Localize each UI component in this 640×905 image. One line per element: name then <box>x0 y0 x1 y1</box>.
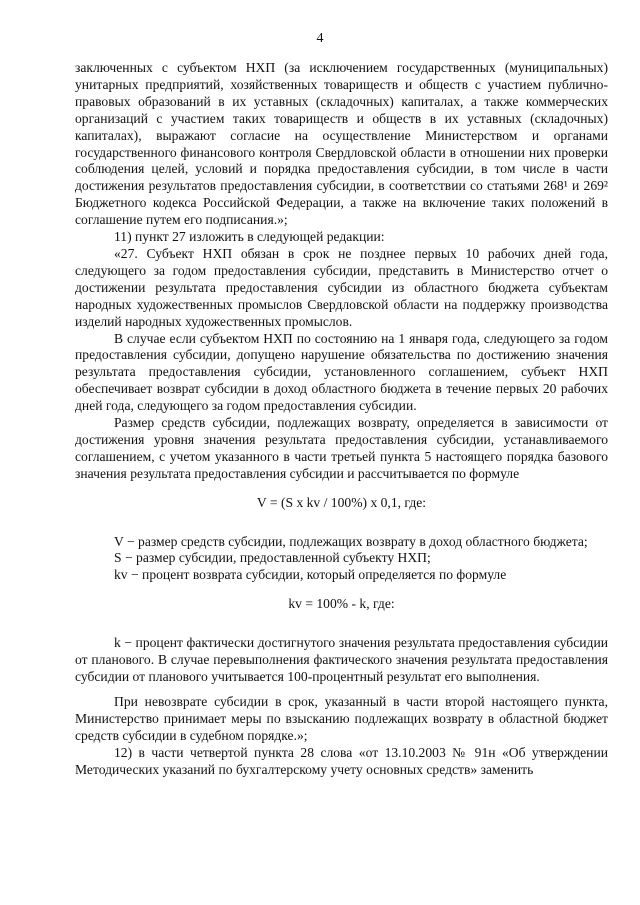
page-number: 4 <box>316 31 324 46</box>
paragraph-item-12: 12) в части четвертой пункта 28 слова «от 13.10.2003 № 91н «Об утверждении Методических указаний по бухгалтерскому учету основных средств» заменить <box>75 744 608 777</box>
document-body <box>75 60 608 778</box>
paragraph-refund-amount: Размер средств субсидии, подлежащих возврату, определяется в зависимости от достижения уровня значения результата предоставления субсидии, устанавливаемого соглашением, с учетом указанного в части третьей пункта 5 настоящего порядка базового значения результата предоставления субсидии и рассчитывается по формуле <box>75 415 608 481</box>
paragraph-non-return: При невозврате субсидии в срок, указанный в части второй настоящего пункта, Министерство принимает меры по взысканию подлежащих возврату в областной бюджет средств субсидии в судебном порядке.»; <box>75 693 608 743</box>
paragraph-item-11: 11) пункт 27 изложить в следующей редакции: <box>114 229 385 245</box>
formula-v: V = (S x kv / 100%) x 0,1, где: <box>256 494 427 510</box>
definition-k: k − процент фактически достигнутого значения результата предоставления субсидии от планового. В случае перевыполнения фактического значения результата предоставления субсидии от планового учитывается 100-процентный результат его выполнения. <box>75 635 608 684</box>
definition-s: S − размер субсидии, предоставленной субъекту НХП; <box>114 550 431 566</box>
definition-v: V − размер средств субсидии, подлежащих возврату в доход областного бюджета; <box>114 533 588 549</box>
paragraph-continuation: заключенных с субъектом НХП (за исключением государственных (муниципальных) унитарных предприятий, хозяйственных товариществ и обществ с участием публично-правовых образований в их уставных (складочных) капиталах, а также коммерческих организаций с участием таких товариществ и обществ в их уставных (складочных) капиталах), выражают согласие на осуществление Министерством и органами государственного финансового контроля Свердловской области в отношении них проверки соблюдения целей, условий и порядка предоставления субсидии, в том числе в части достижения результатов предоставления субсидии, в соответствии со статьями 268¹ и 269² Бюджетного кодекса Российской Федерации, а также на включение таких положений в соглашение путем его подписания.»; <box>75 60 608 228</box>
definition-kv: kv − процент возврата субсидии, который определяется по формуле <box>114 567 507 583</box>
paragraph-point-27: «27. Субъект НХП обязан в срок не позднее первых 10 рабочих дней года, следующего за годом предоставления субсидии, представить в Министерство отчет о достижении результата предоставления субсидии из областного бюджета субъектам народных художественных промыслов Свердловской области на поддержку производства изделий народных художественных промыслов. <box>75 245 608 329</box>
paragraph-violation-case: В случае если субъектом НХП по состоянию на 1 января года, следующего за годом предоставления субсидии, допущено нарушение обязательства по достижению значения результата предоставления субсидии, установленного соглашением, субъект НХП обеспечивает возврат субсидии в доход областного бюджета в течение первых 20 рабочих дней года, следующего за годом предоставления субсидии. <box>75 330 608 414</box>
formula-kv: kv = 100% - k, где: <box>288 596 395 612</box>
